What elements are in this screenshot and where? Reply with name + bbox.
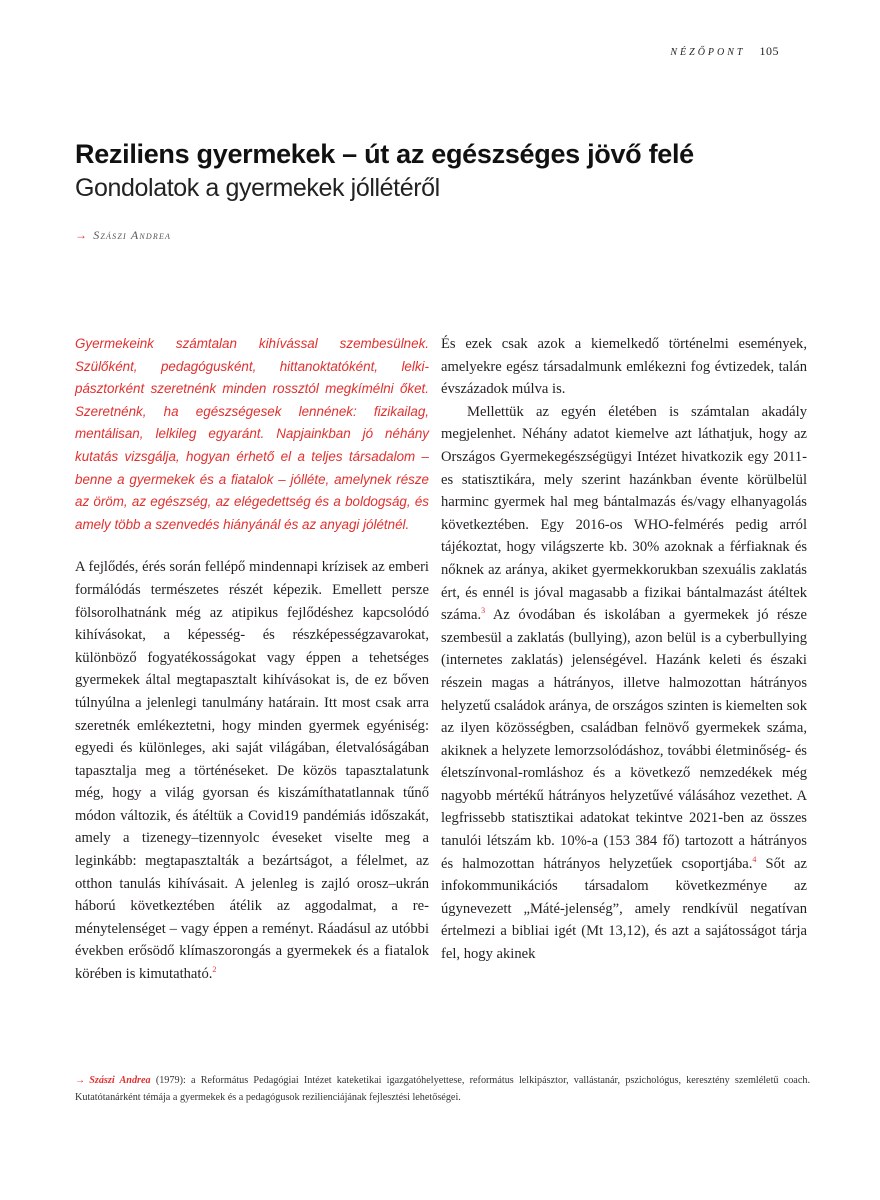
article-header [75,138,795,204]
byline [75,228,171,243]
author-name: Szászi Andrea [93,228,172,242]
arrow-right-icon: → [75,1075,86,1086]
body-paragraph: És ezek csak azok a kiemelkedő történelmi események, amelyekre egész társadalmunk emlékezni fog évtizedek, talán évszázadok múlva is. [441,336,807,398]
paragraph-text: Mellettük az egyén életében is számtalan akadály megjelenhet. Néhány adatot kiemelve azt láthatjuk, hogy az Országos Gyermekegészségügyi Intézet hivatkozik egy 2011-es statisztikára, mely szerint hazánkban évente körülbelül harminc gyermek hal meg bántalmazás és/vagy elhanyagolás következtében. Egy 2016-os WHO-felmérés pedig arról tájékoztat, hogy világszerte kb. 30% azoknak a férfiaknak és nőknek az aránya, akiket gyermekkorukban szexuális zaklatás ért, és ennél is jóval magasabb a fizikai bántalmazást átéltek száma. [441,403,807,624]
lead-paragraph: Gyermekeink számtalan kihívással szembesülnek. Szülőként, pedagógusként, hittanoktatóként, lelkipásztorként szeretnénk minden rossztól megkímélni őket. Szeretnénk, ha egészségesek lennének: fizikailag, mentálisan, lelkileg egyaránt. Napjainkban jó néhány kutatás vizsgálja, hogyan érhető el a teljes társadalom – benne a gyermekek és a fiatalok – jólléte, amelynek része az öröm, az egészség, az elégedettség és a boldogság, és amely több a szenvedés hiányánál és az anyagi jólétnél. [75,336,429,532]
paragraph-text: Az óvodában és iskolában a gyermekek jó része szembesül a zaklatás (bullying), azon belül is a cyberbullying (internetes zaklatás) jelenségével. Hazánk keleti és északi részein magas a hátrányos, illetve halmozottan hátrányos helyzetű családok aránya, de országos szinten is kiemelten sok az ilyen közösségben, családban felnövő gyermekek száma, akiknek a helyzete lemorzsolódáshoz, további életminőség- és életszínvonal-romláshoz és a következő nemzedékek még nagyobb mértékű hátrányos helyzetűvé válásához vezethet. A legfrissebb statisztikai adatokat tekintve 2021-ben az összes tanulói létszám kb. 10%-a (153 384 fő) tartozott a hátrányos és halmozottan hátrányos helyzetűek csoportjába. [441,607,807,872]
article-subtitle: Gondolatok a gyermekek jóllétéről [75,174,440,202]
footnote-author-name: Szászi Andrea [89,1075,151,1086]
footnote-ref[interactable]: 4 [752,854,757,864]
paragraph-text: A fejlődés, érés során fellépő mindennapi krízisek az emberi formálódás természetes részét képezik. Emellett persze fölsorolhatnánk még az atipikus fejlődéshez kapcsolódó kihívásokat, a képesség- és részképességzavarokat, különböző fogyatékosságokat vagy éppen a tehetséges gyermekek által megtapasztalt kihívásokat is, de ez bőven túlnyúlna a jelenlegi tanulmány határain. Itt most csak arra szeretnék emlékeztetni, hogy minden gyermek egyéniség: egyedi és különleges, aki saját világában, életvalóságában tapasztalja meg a történéseket. De közös tapasztalatunk még, hogy a világ gyorsan és kiszámíthatatlannak tűnő módon változik, és átéltük a Covid19 pandémiás időszakát, amely a tizenegy–tizennyolc éveseket viselte meg a leginkább: megtapasztalták a bezártságot, a félelmet, az otthon tanulás kihívásait. A jelenleg is zajló orosz–ukrán háború következtében átélik az aggodalmat, a reménytelenséget – vagy éppen a reményt. Ráadásul az utóbbi években erősödő klímaszorongás a gyermekek és a fiatalok körében is kimutatható. [75,559,429,983]
footnote-text: (1979): a Református Pedagógiai Intézet kateketikai igazgatóhelyettese, református lelkipásztor, vallástanár, pszichológus, keresztény szemléletű coach. Kutatótanárként témája a gyermekek és a pedagógusok rezilienciájának fejlesztési lehetőségei. [75,1075,810,1103]
article-title: Reziliens gyermekek – út az egészséges jövő felé [75,139,694,169]
right-column [441,333,807,966]
left-column [75,333,429,986]
body-paragraph [441,401,807,966]
page-number: 105 [759,44,779,58]
section-label: NÉZŐPONT [670,47,746,58]
body-paragraph [75,556,429,985]
paragraph-text: Sőt az infokommunikációs társadalom következménye az úgynevezett „Máté-jelenség”, amely rendkívül negatívan értelmezi a bibliai igét (Mt 13,12), és azt a sajátosságot tárja fel, hogy akinek [441,855,807,963]
footnote-ref[interactable]: 3 [481,606,486,616]
author-footnote [75,1072,810,1106]
arrow-right-icon: → [75,228,89,242]
running-head [670,44,779,59]
footnote-ref[interactable]: 2 [212,965,217,975]
